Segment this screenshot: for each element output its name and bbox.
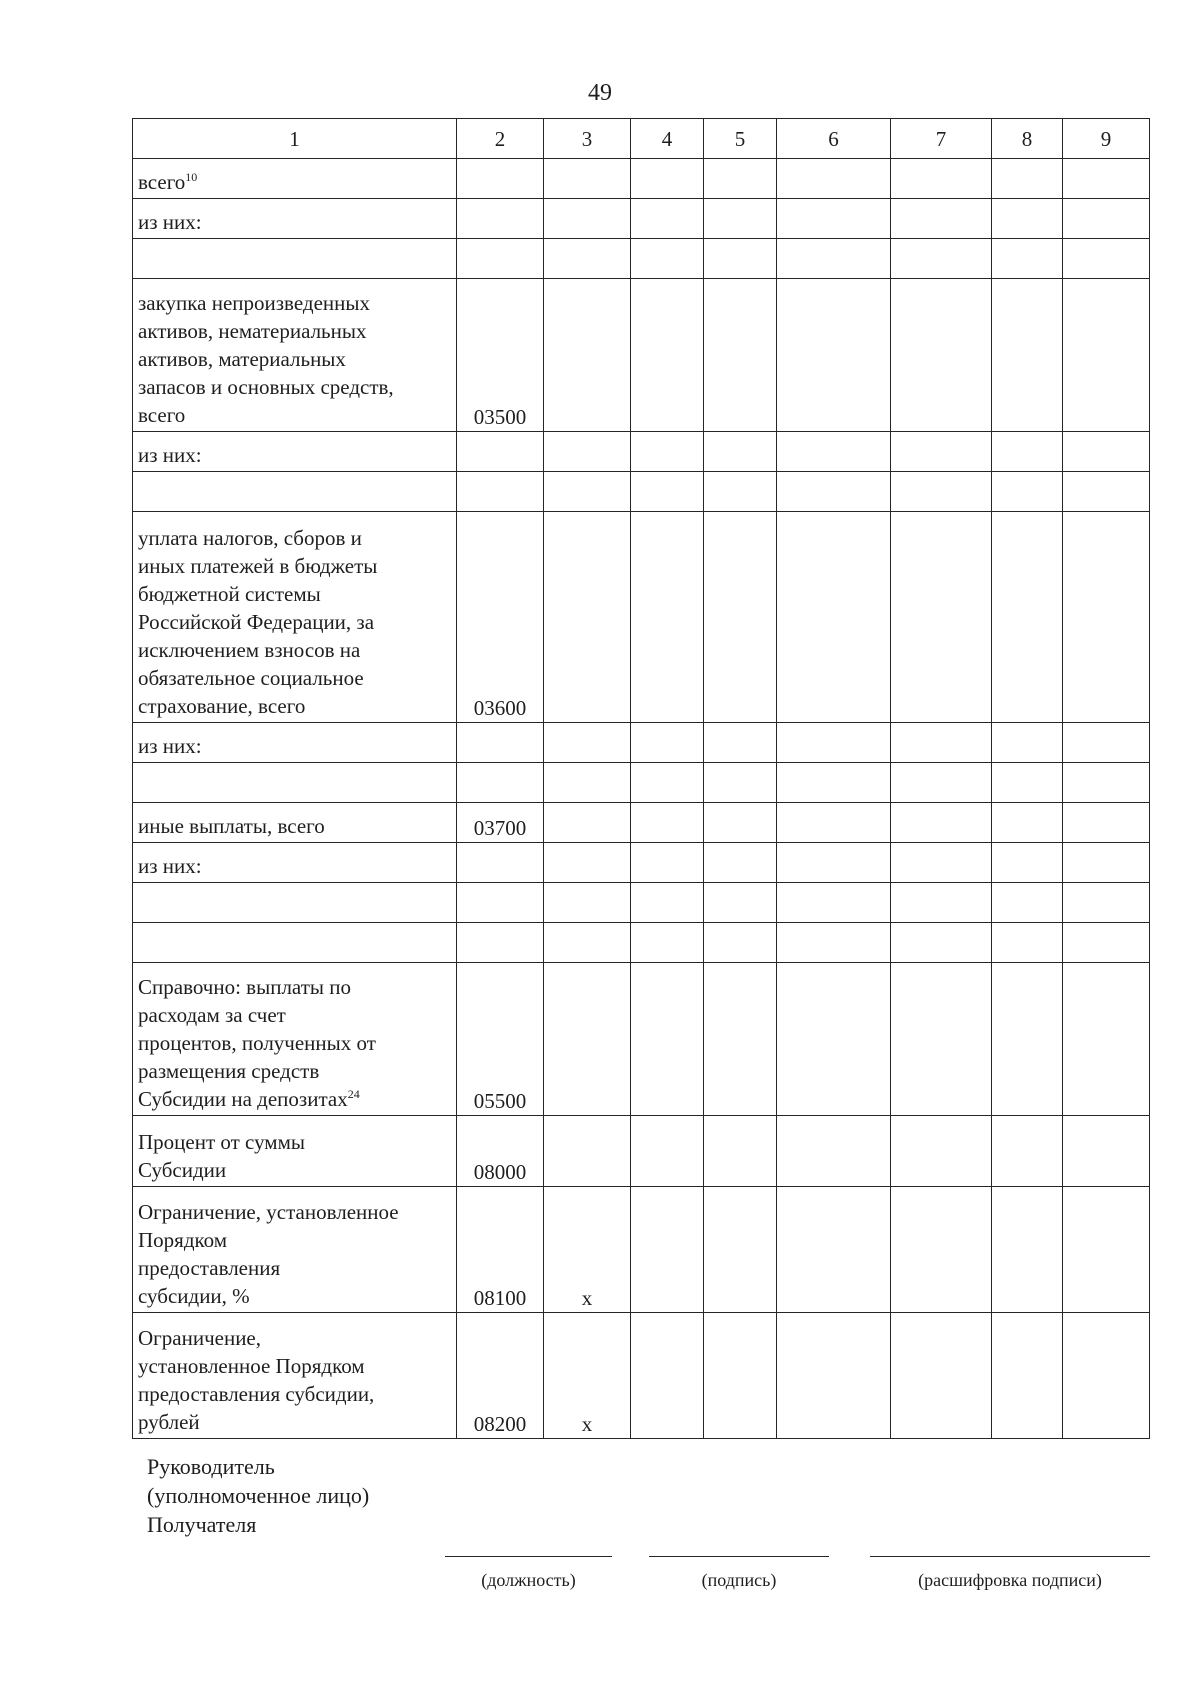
column-number-3: 3 [544, 119, 631, 159]
row-label: закупка непроизведенных активов, нематериальных активов, материальных запасов и основных средств, всего [138, 291, 394, 427]
value-cell-col-5 [704, 923, 777, 963]
value-cell-col-9 [1063, 159, 1150, 199]
value-cell-col-8 [992, 472, 1063, 512]
value-cell-col-7 [891, 923, 992, 963]
row-mark [544, 723, 631, 763]
row-mark: x [544, 1187, 631, 1313]
value-cell-col-9 [1063, 279, 1150, 432]
value-cell-col-9 [1063, 803, 1150, 843]
value-cell-col-4 [631, 843, 704, 883]
row-label-cell [133, 923, 457, 963]
value-cell-col-6 [777, 1187, 891, 1313]
value-cell-col-4 [631, 279, 704, 432]
value-cell-col-5 [704, 199, 777, 239]
value-cell-col-5 [704, 723, 777, 763]
row-label: из них: [138, 443, 202, 467]
row-mark [544, 843, 631, 883]
value-cell-col-4 [631, 1187, 704, 1313]
row-code [457, 199, 544, 239]
row-mark [544, 159, 631, 199]
value-cell-col-7 [891, 432, 992, 472]
row-label-cell [133, 199, 457, 239]
signature-line [649, 1556, 829, 1557]
value-cell-col-5 [704, 239, 777, 279]
value-cell-col-7 [891, 279, 992, 432]
value-cell-col-8 [992, 199, 1063, 239]
value-cell-col-9 [1063, 723, 1150, 763]
row-mark [544, 1116, 631, 1187]
signature-caption: (подпись) [701, 1570, 777, 1590]
column-number-6: 6 [777, 119, 891, 159]
row-label-cell [133, 883, 457, 923]
value-cell-col-7 [891, 963, 992, 1116]
value-cell-col-9 [1063, 963, 1150, 1116]
row-code [457, 432, 544, 472]
header-row [133, 119, 1150, 159]
row-mark [544, 472, 631, 512]
value-cell-col-9 [1063, 1187, 1150, 1313]
value-cell-col-5 [704, 1116, 777, 1187]
value-cell-col-6 [777, 199, 891, 239]
row-label-cell [133, 963, 457, 1116]
row-code: 03700 [457, 803, 544, 843]
value-cell-col-6 [777, 432, 891, 472]
table-row [133, 843, 1150, 883]
value-cell-col-4 [631, 963, 704, 1116]
row-code: 03600 [457, 512, 544, 723]
row-label-cell [133, 1116, 457, 1187]
table-row [133, 923, 1150, 963]
row-label-cell [133, 1187, 457, 1313]
signature-line-2: (уполномоченное лицо) [147, 1483, 370, 1508]
row-mark: x [544, 1313, 631, 1439]
value-cell-col-5 [704, 803, 777, 843]
value-cell-col-9 [1063, 1116, 1150, 1187]
row-label-cell [133, 803, 457, 843]
value-cell-col-8 [992, 883, 1063, 923]
value-cell-col-5 [704, 1187, 777, 1313]
row-mark [544, 963, 631, 1116]
column-number-9: 9 [1063, 119, 1150, 159]
row-label: Справочно: выплаты по расходам за счет процентов, полученных от размещения средств Субсидии на депозитах$^{24}$ [138, 975, 376, 1111]
row-code [457, 763, 544, 803]
position-caption: (должность) [481, 1570, 576, 1590]
value-cell-col-8 [992, 239, 1063, 279]
value-cell-col-6 [777, 512, 891, 723]
value-cell-col-6 [777, 803, 891, 843]
value-cell-col-8 [992, 963, 1063, 1116]
column-number-7: 7 [891, 119, 992, 159]
value-cell-col-4 [631, 472, 704, 512]
row-code: 08100 [457, 1187, 544, 1313]
value-cell-col-7 [891, 1313, 992, 1439]
column-number-4: 4 [631, 119, 704, 159]
value-cell-col-7 [891, 723, 992, 763]
value-cell-col-8 [992, 159, 1063, 199]
row-code [457, 923, 544, 963]
value-cell-col-7 [891, 239, 992, 279]
row-label: Ограничение, установленное Порядком предоставления субсидии, % [138, 1200, 399, 1308]
table-row [133, 723, 1150, 763]
row-code [457, 883, 544, 923]
row-mark [544, 803, 631, 843]
row-label-cell [133, 279, 457, 432]
value-cell-col-4 [631, 1116, 704, 1187]
value-cell-col-6 [777, 843, 891, 883]
value-cell-col-7 [891, 472, 992, 512]
table-row [133, 803, 1150, 843]
value-cell-col-6 [777, 963, 891, 1116]
value-cell-col-8 [992, 843, 1063, 883]
table-row [133, 432, 1150, 472]
value-cell-col-8 [992, 803, 1063, 843]
table-row [133, 159, 1150, 199]
value-cell-col-4 [631, 803, 704, 843]
row-code: 05500 [457, 963, 544, 1116]
row-code [457, 239, 544, 279]
row-code [457, 723, 544, 763]
value-cell-col-8 [992, 1116, 1063, 1187]
value-cell-col-6 [777, 279, 891, 432]
page-number: 49 [588, 80, 612, 106]
value-cell-col-7 [891, 199, 992, 239]
value-cell-col-9 [1063, 923, 1150, 963]
value-cell-col-4 [631, 883, 704, 923]
value-cell-col-6 [777, 472, 891, 512]
row-label: из них: [138, 734, 202, 758]
table-row [133, 963, 1150, 1116]
row-code: 08000 [457, 1116, 544, 1187]
signature-line-3: Получателя [147, 1512, 257, 1537]
footnote-mark: 10 [185, 170, 198, 184]
value-cell-col-7 [891, 1116, 992, 1187]
value-cell-col-5 [704, 472, 777, 512]
row-label: уплата налогов, сборов и иных платежей в бюджеты бюджетной системы Российской Федерации, за исключением взносов на обязательное социальное страхование, всего [138, 526, 378, 718]
value-cell-col-9 [1063, 472, 1150, 512]
row-mark [544, 512, 631, 723]
value-cell-col-5 [704, 1313, 777, 1439]
row-code [457, 159, 544, 199]
value-cell-col-9 [1063, 883, 1150, 923]
table-row [133, 199, 1150, 239]
value-cell-col-4 [631, 239, 704, 279]
value-cell-col-7 [891, 159, 992, 199]
value-cell-col-4 [631, 1313, 704, 1439]
row-label-cell [133, 763, 457, 803]
position-line [445, 1556, 612, 1557]
row-mark [544, 199, 631, 239]
value-cell-col-6 [777, 723, 891, 763]
value-cell-col-5 [704, 159, 777, 199]
value-cell-col-6 [777, 923, 891, 963]
row-label: из них: [138, 854, 202, 878]
table-row [133, 472, 1150, 512]
row-label: иные выплаты, всего [138, 814, 325, 838]
value-cell-col-8 [992, 1313, 1063, 1439]
value-cell-col-8 [992, 1187, 1063, 1313]
column-number-5: 5 [704, 119, 777, 159]
value-cell-col-4 [631, 923, 704, 963]
value-cell-col-4 [631, 432, 704, 472]
footnote-mark: 24 [347, 1087, 360, 1101]
value-cell-col-5 [704, 883, 777, 923]
value-cell-col-9 [1063, 199, 1150, 239]
row-mark [544, 883, 631, 923]
signature-line-1: Руководитель [147, 1454, 275, 1479]
value-cell-col-9 [1063, 763, 1150, 803]
value-cell-col-8 [992, 763, 1063, 803]
column-number-8: 8 [992, 119, 1063, 159]
row-label-cell [133, 159, 457, 199]
value-cell-col-4 [631, 159, 704, 199]
value-cell-col-6 [777, 159, 891, 199]
row-label: Ограничение, установленное Порядком предоставления субсидии, рублей [138, 1326, 375, 1434]
row-label-cell [133, 512, 457, 723]
value-cell-col-7 [891, 883, 992, 923]
row-mark [544, 279, 631, 432]
row-code: 03500 [457, 279, 544, 432]
value-cell-col-5 [704, 963, 777, 1116]
value-cell-col-7 [891, 803, 992, 843]
value-cell-col-6 [777, 1313, 891, 1439]
row-mark [544, 923, 631, 963]
row-label-cell [133, 723, 457, 763]
value-cell-col-9 [1063, 1313, 1150, 1439]
table-row [133, 883, 1150, 923]
table-row [133, 239, 1150, 279]
row-label-cell [133, 1313, 457, 1439]
name-line [870, 1556, 1150, 1557]
table-row [133, 512, 1150, 723]
value-cell-col-4 [631, 763, 704, 803]
row-code [457, 843, 544, 883]
row-label: Процент от суммы Субсидии [138, 1130, 305, 1182]
row-mark [544, 239, 631, 279]
value-cell-col-8 [992, 723, 1063, 763]
value-cell-col-5 [704, 763, 777, 803]
row-code: 08200 [457, 1313, 544, 1439]
row-code [457, 472, 544, 512]
value-cell-col-4 [631, 723, 704, 763]
row-label-cell [133, 843, 457, 883]
column-number-1: 1 [133, 119, 457, 159]
table-row [133, 279, 1150, 432]
value-cell-col-9 [1063, 843, 1150, 883]
signature-block [147, 1452, 369, 1539]
row-label-cell [133, 472, 457, 512]
value-cell-col-6 [777, 239, 891, 279]
column-number-2: 2 [457, 119, 544, 159]
value-cell-col-5 [704, 512, 777, 723]
name-caption: (расшифровка подписи) [918, 1570, 1102, 1590]
value-cell-col-6 [777, 883, 891, 923]
value-cell-col-4 [631, 512, 704, 723]
value-cell-col-7 [891, 843, 992, 883]
value-cell-col-9 [1063, 512, 1150, 723]
value-cell-col-8 [992, 923, 1063, 963]
value-cell-col-7 [891, 512, 992, 723]
table-row [133, 1313, 1150, 1439]
row-label-cell [133, 432, 457, 472]
table-row [133, 1187, 1150, 1313]
value-cell-col-7 [891, 1187, 992, 1313]
value-cell-col-6 [777, 1116, 891, 1187]
value-cell-col-7 [891, 763, 992, 803]
table-row [133, 763, 1150, 803]
value-cell-col-8 [992, 279, 1063, 432]
value-cell-col-4 [631, 199, 704, 239]
value-cell-col-8 [992, 432, 1063, 472]
row-mark [544, 763, 631, 803]
value-cell-col-6 [777, 763, 891, 803]
value-cell-col-5 [704, 843, 777, 883]
value-cell-col-5 [704, 432, 777, 472]
row-label: всего$^{10}$ [138, 170, 198, 194]
table-body [133, 119, 1150, 1439]
table-row [133, 1116, 1150, 1187]
value-cell-col-9 [1063, 432, 1150, 472]
value-cell-col-9 [1063, 239, 1150, 279]
row-mark [544, 432, 631, 472]
value-cell-col-5 [704, 279, 777, 432]
payments-table [132, 118, 1150, 1439]
value-cell-col-8 [992, 512, 1063, 723]
row-label: из них: [138, 210, 202, 234]
row-label-cell [133, 239, 457, 279]
